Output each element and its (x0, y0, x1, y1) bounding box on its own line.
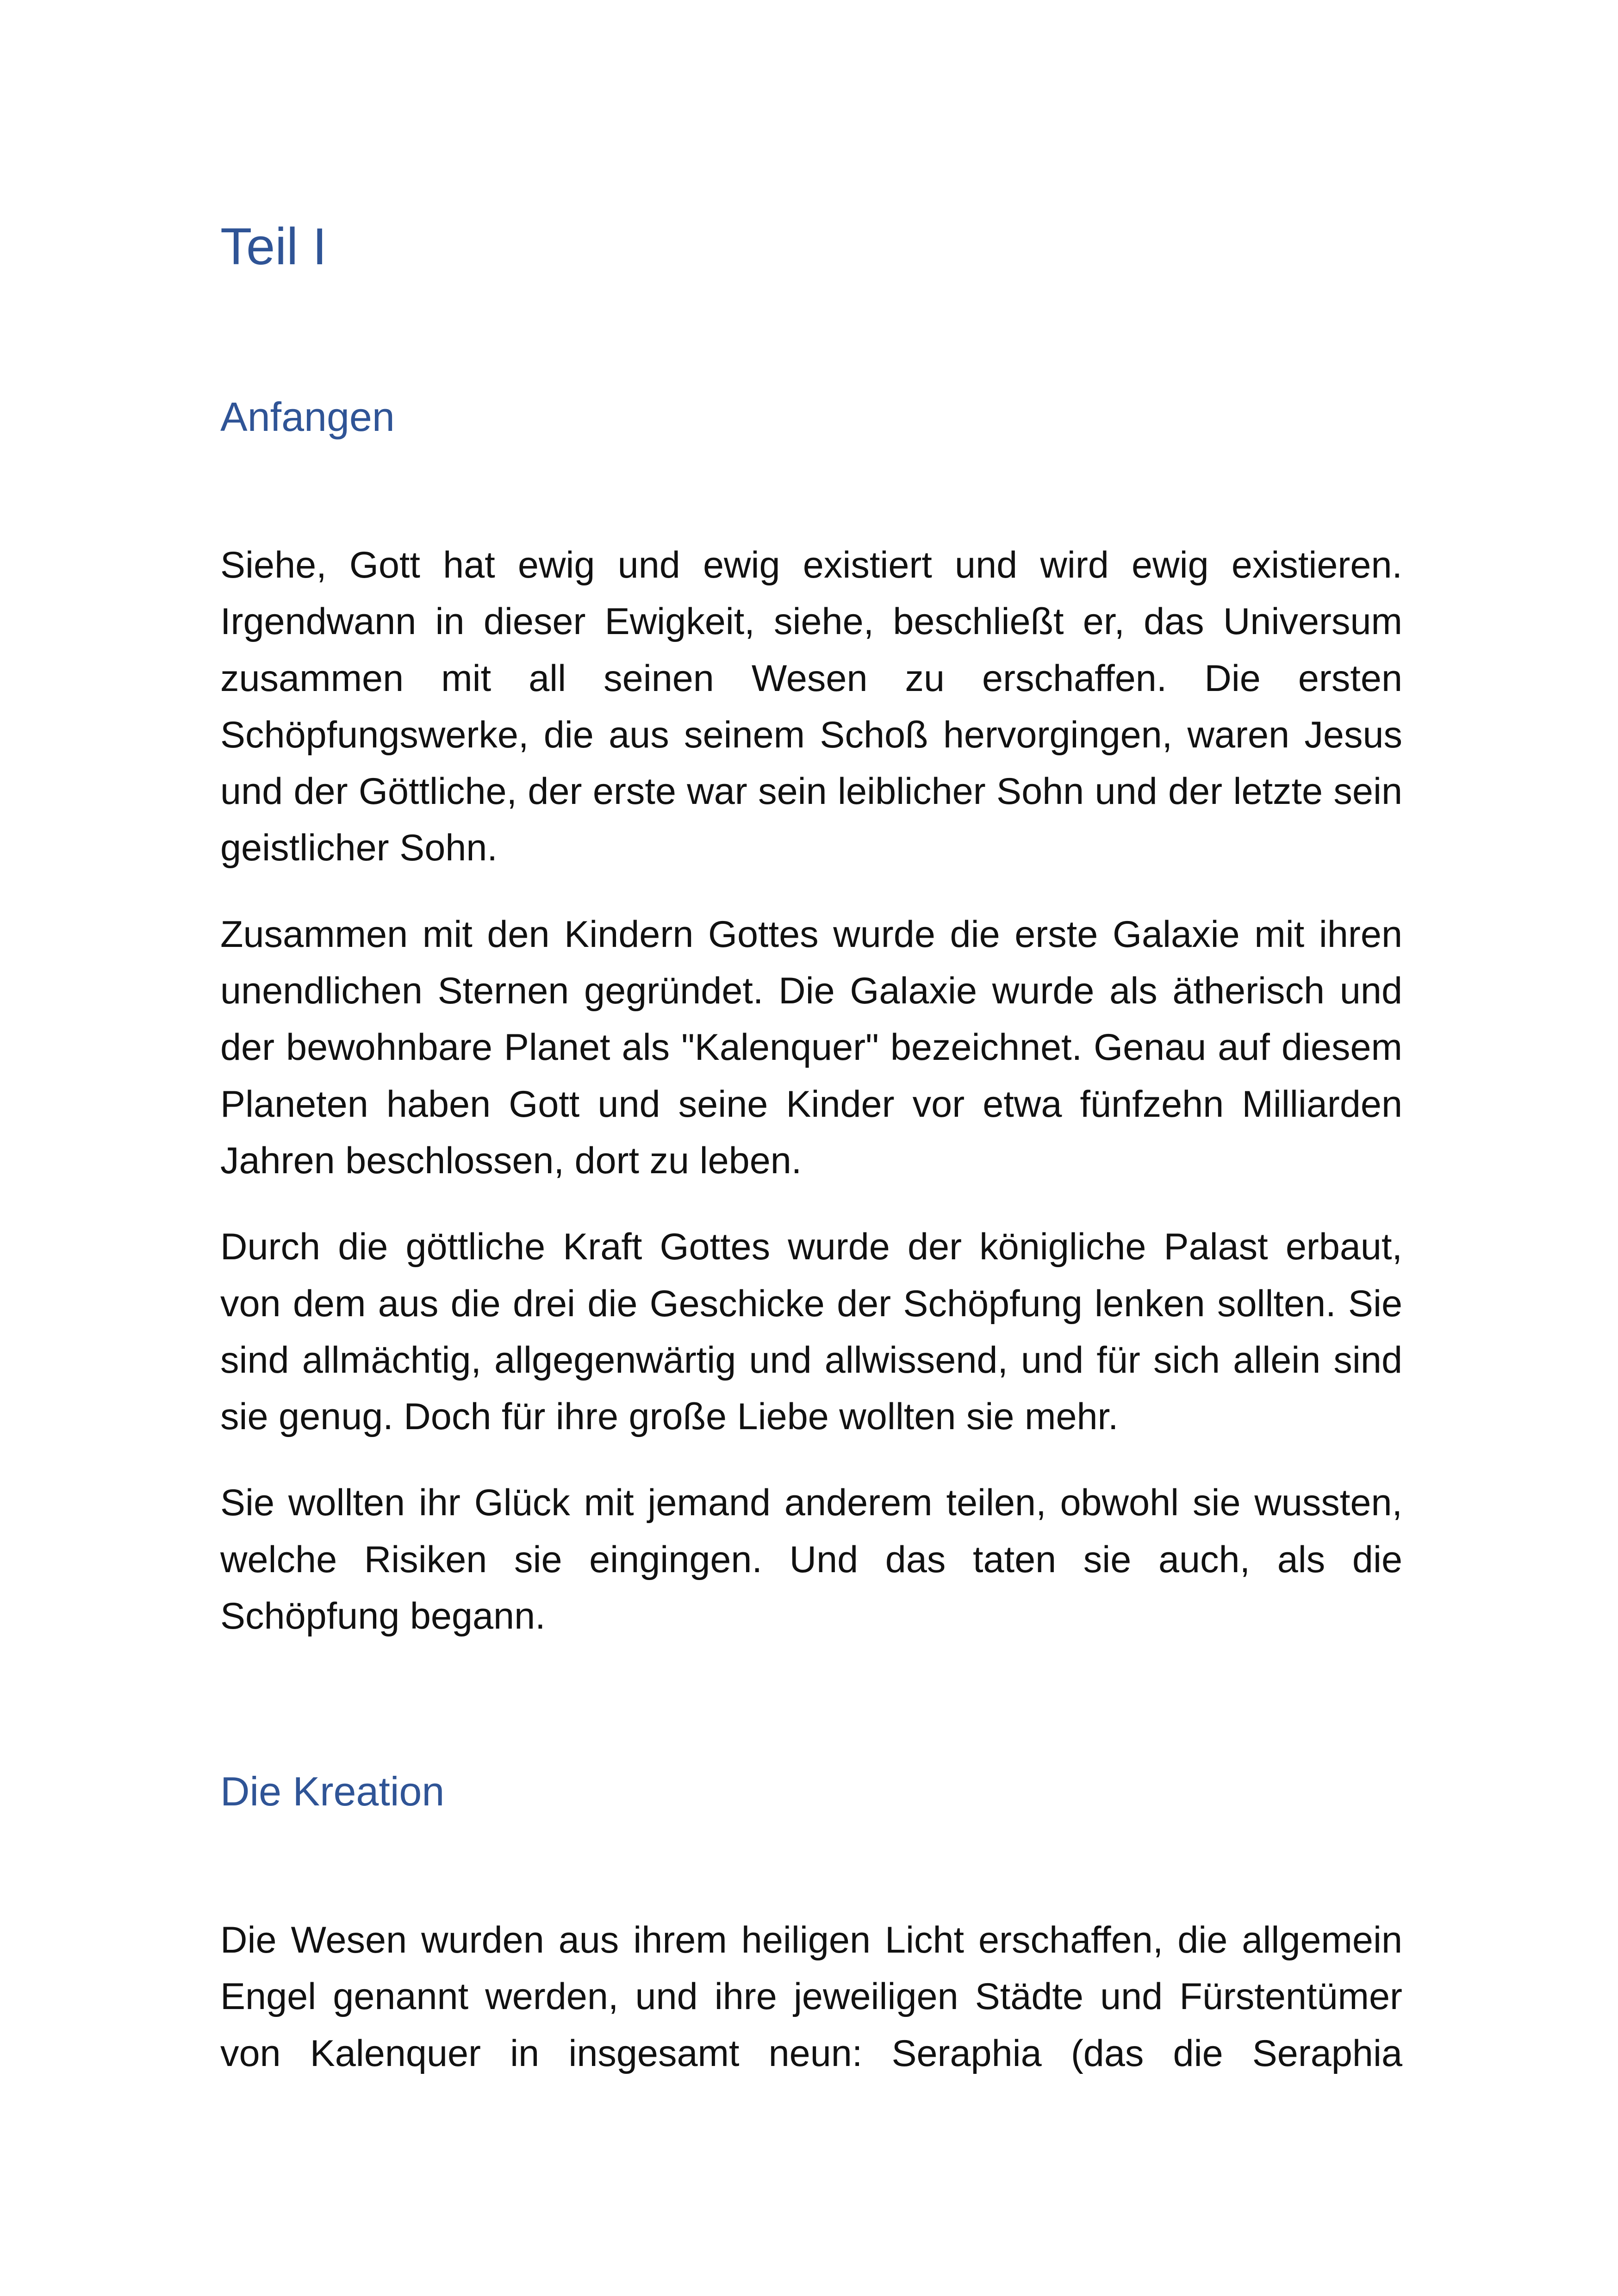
part-title: Teil I (220, 218, 327, 275)
paragraph: Sie wollten ihr Glück mit jemand anderem teilen, obwohl sie wussten, welche Risiken sie eingingen. Und das taten sie auch, als die Schöpfung begann. (220, 1482, 1402, 1637)
section-body-anfangen (220, 537, 1402, 1674)
section-heading-die-kreation: Die Kreation (220, 1768, 445, 1814)
section-body-die-kreation (220, 1912, 1402, 2111)
paragraph: Durch die göttliche Kraft Gottes wurde der königliche Palast erbaut, von dem aus die drei die Geschicke der Schöpfung lenken sollten. Sie sind allmächtig, allgegenwärtig und allwissend, und für sich allein sind sie genug. Doch für ihre große Liebe wollten sie mehr. (220, 1226, 1402, 1438)
paragraph: Siehe, Gott hat ewig und ewig existiert und wird ewig existieren. Irgendwann in dieser Ewigkeit, siehe, beschließt er, das Universum zusammen mit all seinen Wesen zu erschaffen. Die ersten Schöpfungswerke, die aus seinem Schoß hervorgingen, waren Jesus und der Göttliche, der erste war sein leiblicher Sohn und der letzte sein geistlicher Sohn. (220, 544, 1402, 869)
paragraph: Die Wesen wurden aus ihrem heiligen Licht erschaffen, die allgemein Engel genannt werden, und ihre jeweiligen Städte und Fürstentümer von Kalenquer in insgesamt neun: Seraphia (das die Seraphia (220, 1919, 1402, 2074)
section-heading-anfangen: Anfangen (220, 394, 395, 440)
paragraph: Zusammen mit den Kindern Gottes wurde die erste Galaxie mit ihren unendlichen Sternen gegründet. Die Galaxie wurde als ätherisch und der bewohnbare Planet als "Kalenquer" bezeichnet. Genau auf diesem Planeten haben Gott und seine Kinder vor etwa fünfzehn Milliarden Jahren beschlossen, dort zu leben. (220, 913, 1402, 1182)
